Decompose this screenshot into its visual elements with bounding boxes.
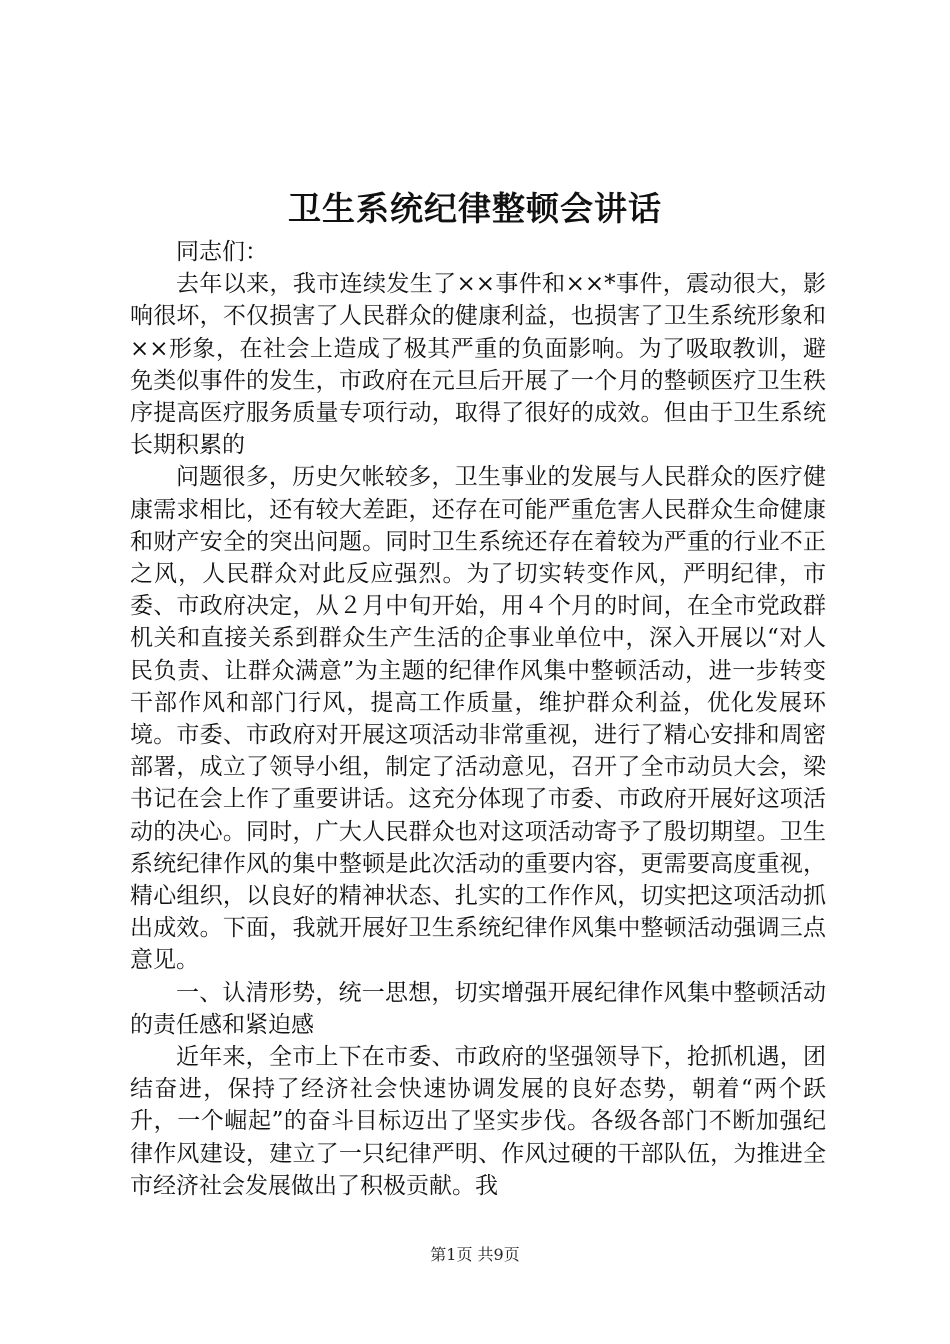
- document-body: [130, 236, 826, 1202]
- salutation: 同志们：: [176, 239, 268, 265]
- paragraph-campaign: 问题很多，历史欠帐较多，卫生事业的发展与人民群众的医疗健康需求相比，还有较大差距，还存在可能严重危害人民群众生命健康和财产安全的突出问题。同时卫生系统还存在着较为严重的行业不正之风，人民群众对此反应强烈。为了切实转变作风，严明纪律，市委、市政府决定，从２月中旬开始，用４个月的时间，在全市党政群机关和直接关系到群众生产生活的企事业单位中，深入开展以“对人民负责、让群众满意”为主题的纪律作风集中整顿活动，进一步转变干部作风和部门行风，提高工作质量，维护群众利益，优化发展环境。市委、市政府对开展这项活动非常重视，进行了精心安排和周密部署，成立了领导小组，制定了活动意见，召开了全市动员大会，梁书记在会上作了重要讲话。这充分体现了市委、市政府开展好这项活动的决心。同时，广大人民群众也对这项活动寄予了殷切期望。卫生系统纪律作风的集中整顿是此次活动的重要内容，更需要高度重视，精心组织，以良好的精神状态、扎实的工作作风，切实把这项活动抓出成效。下面，我就开展好卫生系统纪律作风集中整顿活动强调三点意见。: [130, 464, 826, 974]
- paragraph-background: 去年以来，我市连续发生了××事件和××*事件，震动很大，影响很坏，不仅损害了人民群众的健康利益，也损害了卫生系统形象和××形象，在社会上造成了极其严重的负面影响。为了吸取教训，避免类似事件的发生，市政府在元旦后开展了一个月的整顿医疗卫生秩序提高医疗服务质量专项行动，取得了很好的成效。但由于卫生系统长期积累的: [130, 271, 826, 459]
- document-title: 卫生系统纪律整顿会讲话: [288, 189, 662, 228]
- page-number-footer: 第1页 共9页: [430, 1245, 520, 1264]
- section-heading-one: 一、认清形势，统一思想，切实增强开展纪律作风集中整顿活动的责任感和紧迫感: [130, 979, 826, 1038]
- paragraph-recent-years: 近年来，全市上下在市委、市政府的坚强领导下，抢抓机遇，团结奋进，保持了经济社会快速协调发展的良好态势，朝着“两个跃升，一个崛起”的奋斗目标迈出了坚实步伐。各级各部门不断加强纪律作风建设，建立了一只纪律严明、作风过硬的干部队伍，为推进全市经济社会发展做出了积极贡献。我: [130, 1044, 826, 1199]
